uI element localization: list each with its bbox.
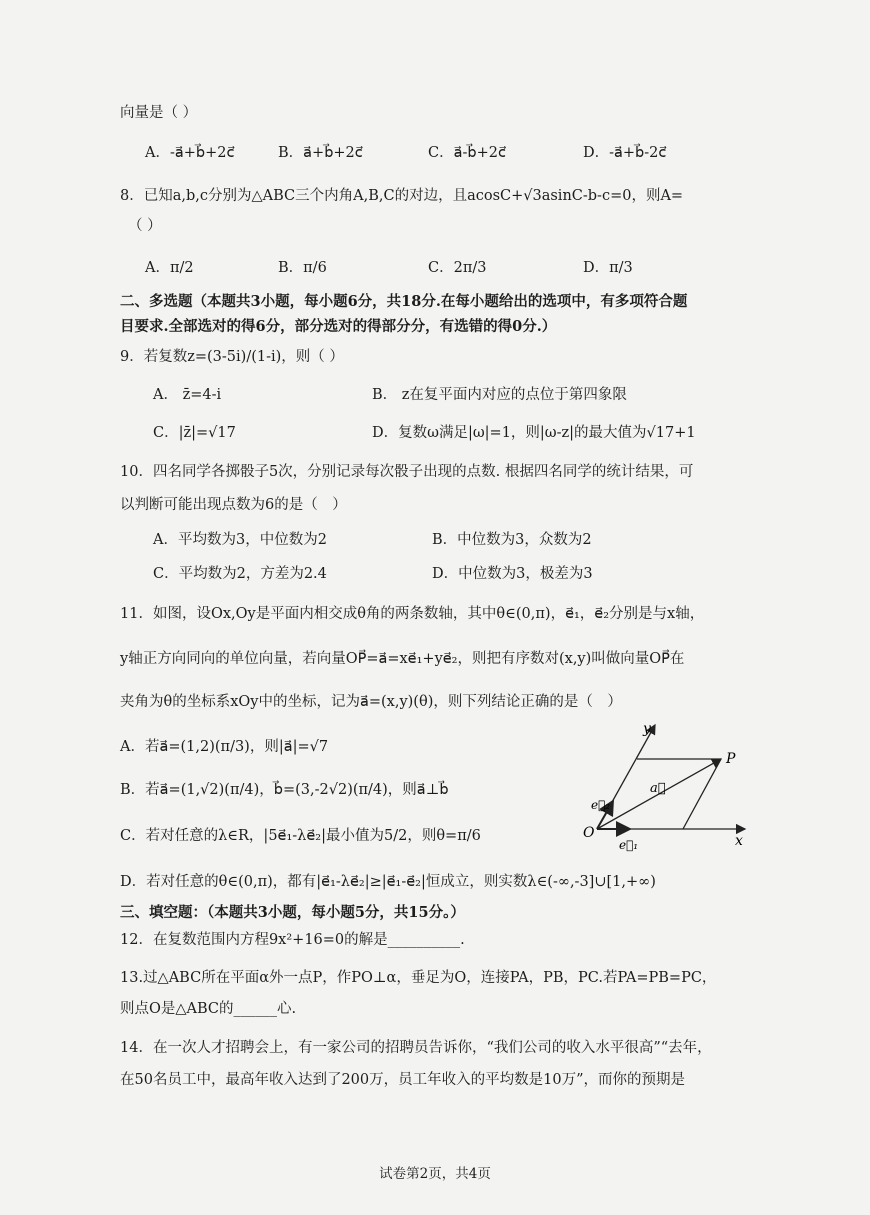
q8-line1: 8．已知a,b,c分别为△ABC三个内角A,B,C的对边，且acosC+√3asinC-b-c=0，则A=	[120, 188, 684, 204]
label-x: x	[735, 833, 743, 849]
q10-option-a: A．平均数为3，中位数为2	[153, 532, 327, 548]
q9-option-a: A． z̄=4-i	[153, 387, 222, 403]
q11-coordinate-figure	[575, 715, 760, 855]
q10-option-d: D．中位数为3，极差为3	[432, 566, 593, 582]
q10-line1: 10．四名同学各掷骰子5次，分别记录每次骰子出现的点数. 根据四名同学的统计结果，可	[120, 464, 694, 480]
q11-line1: 11．如图，设Ox,Oy是平面内相交成θ角的两条数轴，其中θ∈(0,π)，e⃗₁，e⃗₂分别是与x轴，	[120, 606, 705, 622]
section2-heading-line2: 目要求.全部选对的得6分，部分选对的得部分分，有选错的得0分.）	[120, 318, 557, 335]
q7-option-c: C．a⃗-b⃗+2c⃗	[428, 145, 506, 161]
q11-line3: 夹角为θ的坐标系xOy中的坐标，记为a⃗=(x,y)(θ)，则下列结论正确的是（ ）	[120, 694, 622, 710]
q11-line2: y轴正方向同向的单位向量，若向量OP⃗=a⃗=xe⃗₁+ye⃗₂，则把有序数对(x,y)叫做向量OP⃗在	[120, 651, 685, 667]
section2-heading-line1: 二、多选题（本题共3小题，每小题6分，共18分.在每小题给出的选项中，有多项符合题	[120, 293, 688, 310]
q8-option-a: A．π/2	[145, 260, 194, 276]
q8-option-b: B．π/6	[278, 260, 327, 276]
q9-option-c: C．|z̄|=√17	[153, 425, 236, 441]
q13-line2: 则点O是△ABC的______心.	[120, 1001, 297, 1017]
q8-option-d: D．π/3	[583, 260, 633, 276]
q8-option-c: C．2π/3	[428, 260, 487, 276]
q10-option-b: B．中位数为3，众数为2	[432, 532, 592, 548]
label-y: y	[643, 721, 651, 737]
label-e2: e⃗₂	[591, 798, 611, 812]
section3-heading: 三、填空题：（本题共3小题，每小题5分，共15分。）	[120, 904, 465, 921]
q7-option-b: B．a⃗+b⃗+2c⃗	[278, 145, 363, 161]
q12-text: 12．在复数范围内方程9x²+16=0的解是__________.	[120, 932, 465, 948]
q7-option-a: A．-a⃗+b⃗+2c⃗	[145, 145, 235, 161]
q11-option-b: B．若a⃗=(1,√2)(π/4)，b⃗=(3,-2√2)(π/4)，则a⃗⊥b⃗	[120, 782, 449, 798]
q11-option-d: D．若对任意的θ∈(0,π)，都有|e⃗₁-λe⃗₂|≥|e⃗₁-e⃗₂|恒成立，则实数λ∈(-∞,-3]∪[1,+∞)	[120, 874, 656, 890]
q7-option-d: D．-a⃗+b⃗-2c⃗	[583, 145, 667, 161]
q9-option-b: B． z在复平面内对应的点位于第四象限	[372, 387, 627, 403]
label-a: a⃗	[650, 781, 666, 796]
label-p: P	[726, 751, 736, 767]
q10-line2: 以判断可能出现点数为6的是（ ）	[120, 497, 347, 513]
q11-option-a: A．若a⃗=(1,2)(π/3)，则|a⃗|=√7	[120, 739, 329, 755]
q9-option-d: D．复数ω满足|ω|=1，则|ω-z|的最大值为√17+1	[372, 425, 696, 441]
page-footer: 试卷第2页，共4页	[379, 1166, 491, 1182]
label-o: O	[583, 825, 595, 841]
q7-stem-tail: 向量是（ ）	[120, 105, 198, 121]
q9-stem: 9．若复数z=(3-5i)/(1-i)，则（ ）	[120, 349, 344, 365]
q14-line2: 在50名员工中，最高年收入达到了200万，员工年收入的平均数是10万”，而你的预期是	[120, 1072, 685, 1088]
q8-line2: （ ）	[128, 218, 162, 234]
q13-line1: 13.过△ABC所在平面α外一点P，作PO⊥α，垂足为O，连接PA，PB，PC.若PA=PB=PC，	[120, 970, 717, 986]
label-e1: e⃗₁	[619, 838, 639, 852]
q10-option-c: C．平均数为2，方差为2.4	[153, 566, 327, 582]
q14-line1: 14．在一次人才招聘会上，有一家公司的招聘员告诉你，“我们公司的收入水平很高”“去年，	[120, 1040, 712, 1056]
q11-option-c: C．若对任意的λ∈R，|5e⃗₁-λe⃗₂|最小值为5/2，则θ=π/6	[120, 828, 481, 844]
